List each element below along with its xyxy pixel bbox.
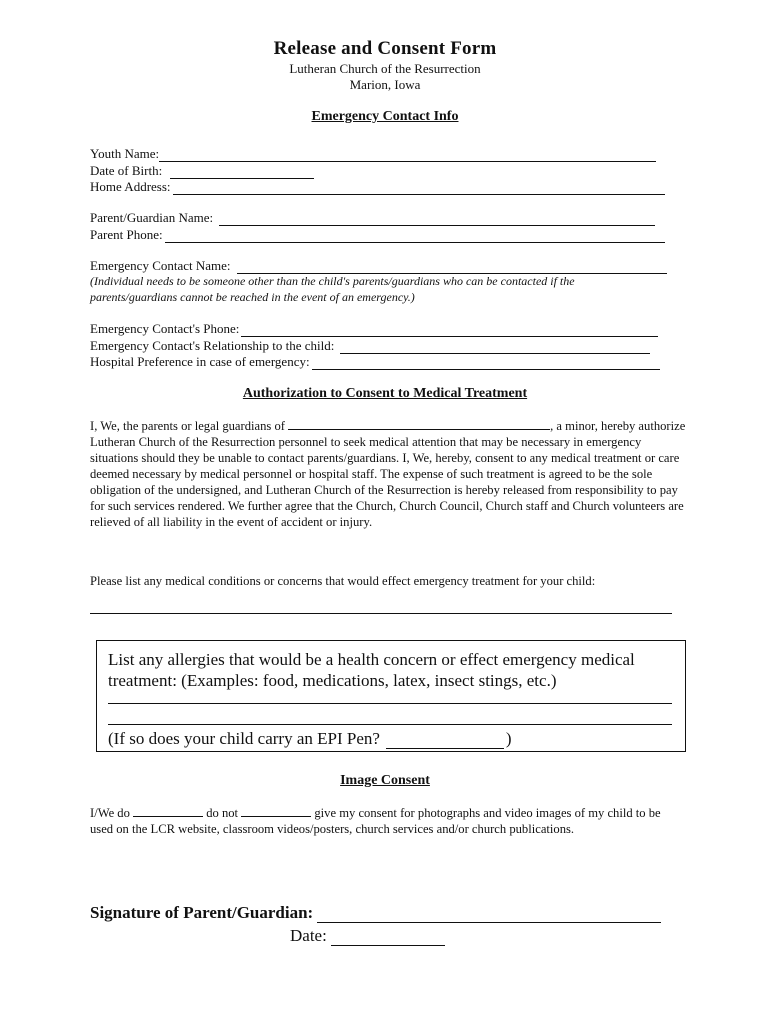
hospital-preference-row xyxy=(90,353,660,370)
home-address-row xyxy=(90,178,665,195)
dob-field[interactable] xyxy=(170,165,314,179)
image-consent-do-field[interactable] xyxy=(133,805,203,817)
allergies-prompt: List any allergies that would be a health concern or effect emergency medical treatment: (Examples: food, medications, latex, insect stings, etc.) xyxy=(108,650,635,690)
emergency-contact-phone-field[interactable] xyxy=(241,323,658,337)
relationship-field[interactable] xyxy=(340,340,650,354)
dob-label: Date of Birth: xyxy=(90,163,163,178)
epi-pen-row xyxy=(108,729,512,749)
allergies-field-line-1[interactable] xyxy=(108,703,672,704)
guardian-name-row xyxy=(90,209,655,226)
date-field[interactable] xyxy=(331,929,445,946)
signature-field[interactable] xyxy=(317,906,661,923)
organization-location: Marion, Iowa xyxy=(349,77,421,92)
guardian-name-label: Parent/Guardian Name: xyxy=(90,210,214,225)
date-row xyxy=(290,926,445,946)
emergency-contact-heading: Emergency Contact Info xyxy=(311,109,459,124)
youth-name-field[interactable] xyxy=(159,148,656,162)
hospital-preference-field[interactable] xyxy=(312,356,660,370)
emergency-contact-name-field[interactable] xyxy=(237,260,667,274)
emergency-contact-note: (Individual needs to be someone other than the child's parents/guardians who can be contacted if the parents/guardians cannot be reached in the event of an emergency.) xyxy=(90,274,575,304)
emergency-contact-phone-label: Emergency Contact's Phone: xyxy=(90,321,240,336)
image-consent-paragraph xyxy=(90,805,670,837)
allergies-box xyxy=(96,640,686,752)
medical-conditions-prompt: Please list any medical conditions or concerns that would effect emergency treatment for your child: xyxy=(90,574,596,588)
medical-conditions-field[interactable] xyxy=(90,613,672,614)
hospital-preference-label: Hospital Preference in case of emergency: xyxy=(90,354,310,369)
image-consent-do-not-field[interactable] xyxy=(241,805,311,817)
date-label: Date: xyxy=(290,926,327,945)
authorization-paragraph xyxy=(90,418,688,530)
emergency-contact-name-row xyxy=(90,257,667,274)
image-consent-heading: Image Consent xyxy=(340,773,430,788)
image-consent-text-rest: give my consent for photographs and video images of my child to be used on the LCR website, classroom videos/posters, church services and/or church publications. xyxy=(90,806,661,836)
emergency-contact-name-label: Emergency Contact Name: xyxy=(90,258,231,273)
youth-name-label: Youth Name: xyxy=(90,146,160,161)
minor-name-field[interactable] xyxy=(288,418,550,430)
home-address-label: Home Address: xyxy=(90,179,171,194)
signature-row xyxy=(90,903,661,923)
parent-phone-row xyxy=(90,226,665,243)
authorization-heading: Authorization to Consent to Medical Treatment xyxy=(242,386,528,401)
page-title: Release and Consent Form xyxy=(273,38,497,59)
home-address-field[interactable] xyxy=(173,181,665,195)
image-consent-do-not: do not xyxy=(206,806,239,820)
epi-pen-close: ) xyxy=(505,729,512,748)
organization-name: Lutheran Church of the Resurrection xyxy=(289,61,481,76)
parent-phone-field[interactable] xyxy=(165,229,665,243)
relationship-label: Emergency Contact's Relationship to the child: xyxy=(90,338,335,353)
relationship-row xyxy=(90,337,650,354)
allergies-field-line-2[interactable] xyxy=(108,724,672,725)
guardian-name-field[interactable] xyxy=(219,212,655,226)
authorization-text-start: I, We, the parents or legal guardians of xyxy=(90,419,285,433)
parent-phone-label: Parent Phone: xyxy=(90,227,163,242)
youth-name-row xyxy=(90,145,656,162)
authorization-text-rest: , a minor, hereby authorize Lutheran Church of the Resurrection personnel to seek medical attention that may be necessary in emergency situations should they be unable to contact parents/guardians. I, We, hereby, consent to any medical treatment or care deemed necessary by medical personnel or hospital staff. The expense of such treatment is agreed to be the sole obligation of the undersigned, and Lutheran Church of the Resurrection is hereby released from responsibility to pay for such services rendered. We further agree that the Church, Church Council, Church staff and Church volunteers are relieved of all liability in the event of accident or injury. xyxy=(90,419,686,529)
epi-pen-question: (If so does your child carry an EPI Pen? xyxy=(108,729,380,748)
image-consent-we-do: I/We do xyxy=(90,806,130,820)
dob-row xyxy=(90,162,314,179)
signature-label: Signature of Parent/Guardian: xyxy=(90,903,314,922)
emergency-contact-phone-row xyxy=(90,320,658,337)
epi-pen-field[interactable] xyxy=(386,732,504,749)
